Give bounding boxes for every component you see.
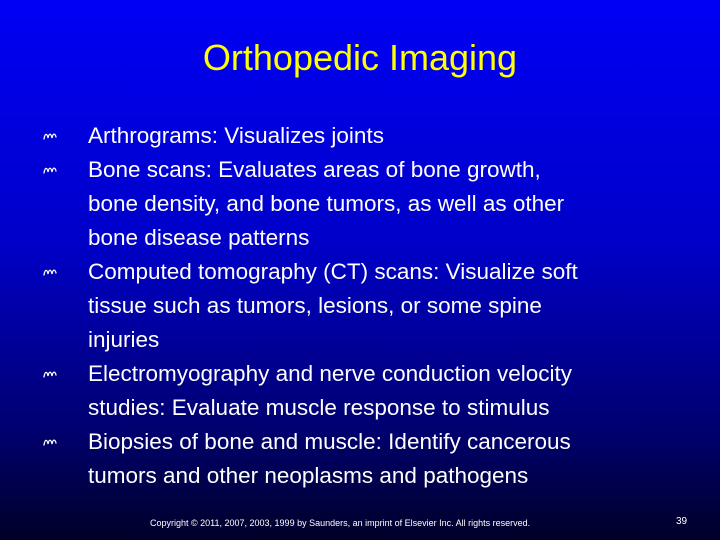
bullet-text	[88, 429, 571, 488]
bullet-line: tumors and other neoplasms and pathogens	[88, 463, 529, 488]
bullet-line: Biopsies of bone and muscle: Identify cancerous	[88, 429, 571, 454]
bullet-list	[40, 119, 680, 493]
bullet-item-bone-scans	[40, 153, 680, 255]
page-number: 39	[676, 516, 688, 527]
bullet-text	[88, 361, 572, 420]
bullet-line: Electromyography and nerve conduction velocity	[88, 361, 573, 386]
bullet-line: Bone scans: Evaluates areas of bone growth,	[88, 157, 541, 182]
bullet-line: bone density, and bone tumors, as well as other	[88, 191, 565, 216]
stylized-bullet-icon	[43, 267, 57, 277]
bullet-text	[88, 123, 384, 148]
bullet-item-biopsies	[40, 425, 680, 493]
bullet-line: injuries	[88, 327, 160, 352]
bullet-item-arthrograms	[40, 119, 680, 153]
stylized-bullet-icon	[43, 131, 57, 141]
stylized-bullet-icon	[43, 437, 57, 447]
bullet-line: Computed tomography (CT) scans: Visualize soft	[88, 259, 578, 284]
stylized-bullet-icon	[43, 369, 57, 379]
stylized-bullet-icon	[43, 165, 57, 175]
bullet-item-ct-scans	[40, 255, 680, 357]
bullet-text	[88, 259, 578, 352]
bullet-text	[88, 157, 564, 250]
slide-title: Orthopedic Imaging	[202, 37, 518, 78]
bullet-line: Arthrograms: Visualizes joints	[88, 123, 384, 148]
bullet-line: studies: Evaluate muscle response to stimulus	[88, 395, 550, 420]
bullet-line: tissue such as tumors, lesions, or some spine	[88, 293, 542, 318]
bullet-item-electromyography	[40, 357, 680, 425]
bullet-line: bone disease patterns	[88, 225, 310, 250]
copyright-footer: Copyright © 2011, 2007, 2003, 1999 by Saunders, an imprint of Elsevier Inc. All rights reserved.	[150, 518, 531, 528]
